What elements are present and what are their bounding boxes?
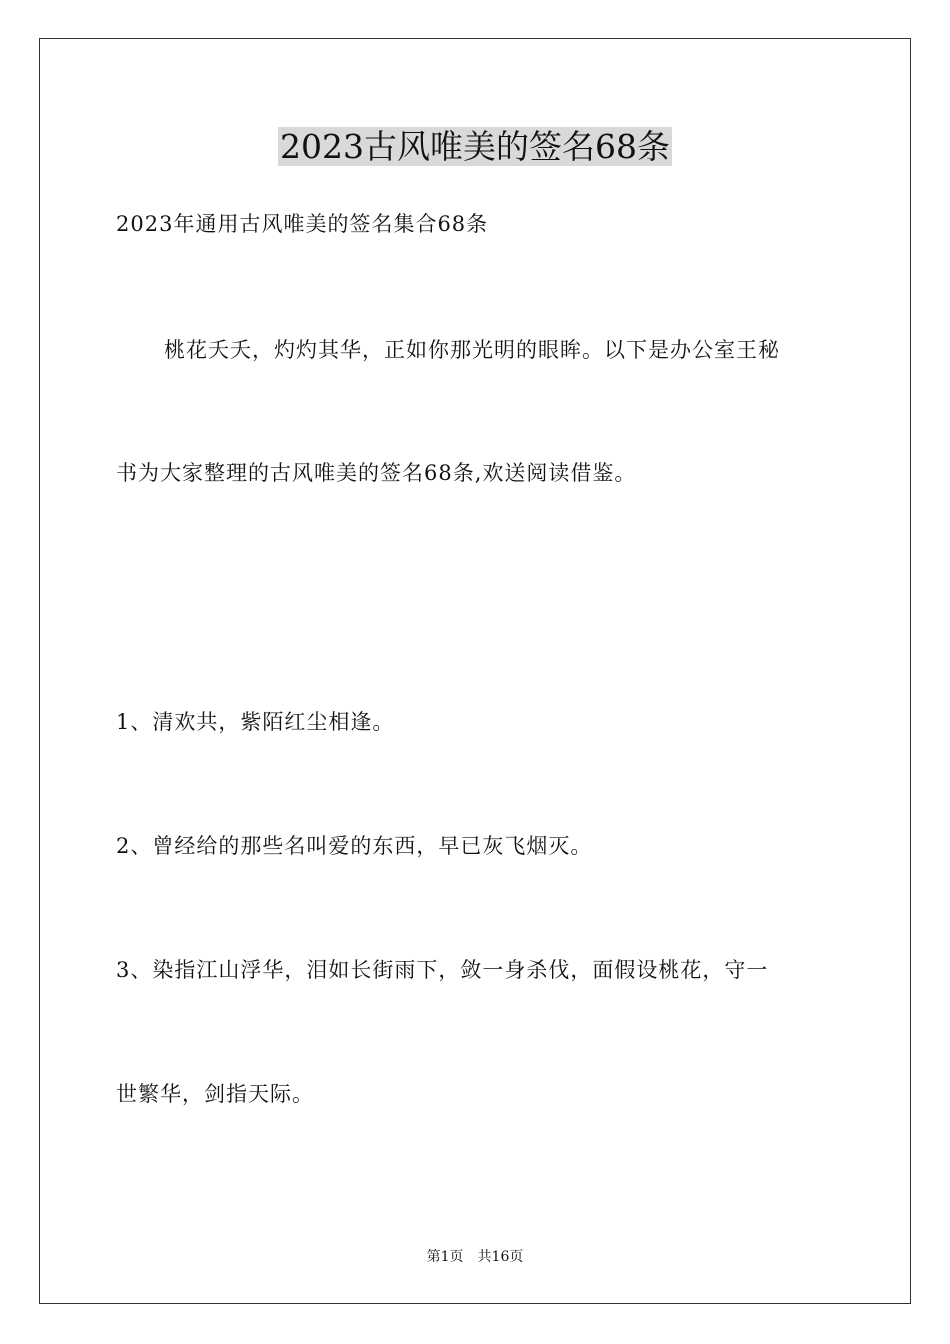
- page-footer: [0, 1247, 950, 1267]
- list-item: 2、曾经给的那些名叫爱的东西，早已灰飞烟灭。: [116, 834, 593, 858]
- document-subtitle: 2023年通用古风唯美的签名集合68条: [116, 212, 489, 236]
- list-item: 3、染指江山浮华，泪如长街雨下，敛一身杀伐，面假设桃花，守一: [116, 958, 769, 982]
- intro-line-2: 书为大家整理的古风唯美的签名68条,欢送阅读借鉴。: [116, 461, 637, 485]
- list-item: 1、清欢共，紫陌红尘相逢。: [116, 710, 395, 734]
- document-title-text: 2023古风唯美的签名68条: [280, 127, 670, 166]
- page-number-current: 第1页: [426, 1249, 464, 1265]
- page-number-total: 共16页: [477, 1249, 524, 1265]
- list-item-continuation: 世繁华，剑指天际。: [116, 1082, 314, 1106]
- document-title: [0, 124, 950, 170]
- intro-line-1: 桃花夭夭，灼灼其华，正如你那光明的眼眸。以下是办公室王秘: [164, 338, 780, 362]
